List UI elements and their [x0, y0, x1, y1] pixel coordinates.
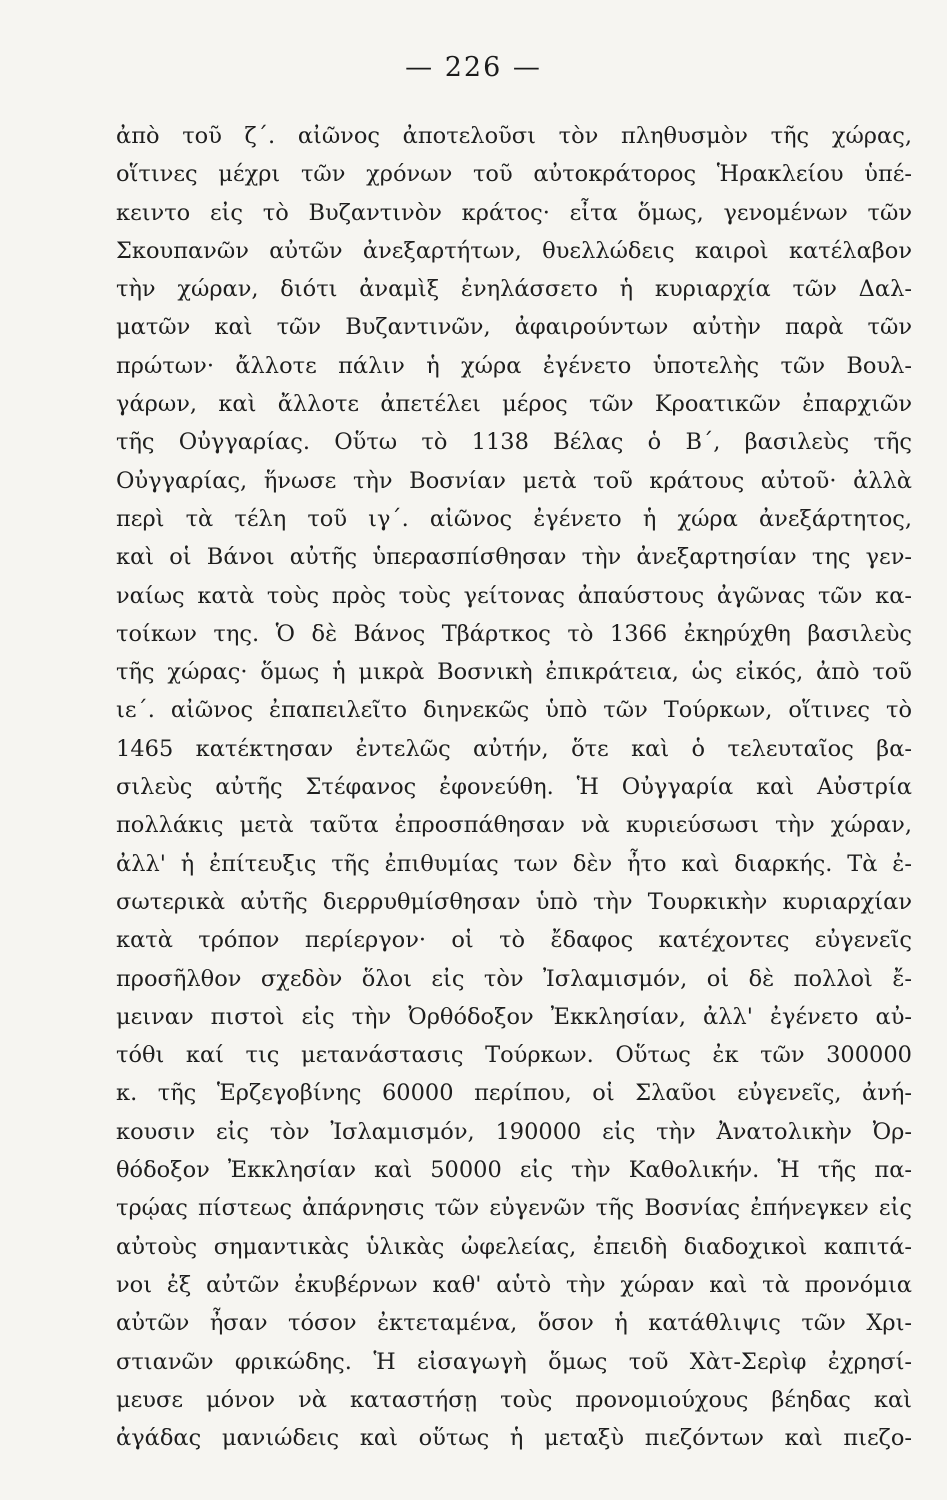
text-line-5: τὴν χώραν, διότι ἀναμὶξ ἐνηλάσσετο ἡ κυριαρχία τῶν Δαλ- [116, 276, 912, 303]
text-line-29: τρῴας πίστεως ἀπάρνησις τῶν εὐγενῶν τῆς Βοσνίας ἐπήνεγκεν εἰς [116, 1195, 912, 1222]
text-line-1: ἀπὸ τοῦ ζ΄. αἰῶνος ἀποτελοῦσι τὸν πληθυσμὸν τῆς χώρας, [116, 123, 912, 149]
text-line-18: σιλεὺς αὐτῆς Στέφανος ἐφονεύθη. Ἡ Οὐγγαρία καὶ Αὐστρία [116, 774, 912, 801]
text-line-8: γάρων, καὶ ἄλλοτε ἀπετέλει μέρος τῶν Κροατικῶν ἐπαρχιῶν [116, 391, 912, 418]
body-text [116, 117, 912, 1457]
text-line-14: τοίκων της. Ὁ δὲ Βάνος Τβάρτκος τὸ 1366 ἐκηρύχθη βασιλεὺς [116, 620, 912, 647]
text-line-30: αὐτοὺς σημαντικὰς ὑλικὰς ὠφελείας, ἐπειδὴ διαδοχικοὶ καπιτά- [116, 1233, 912, 1260]
text-line-12: καὶ οἱ Βάνοι αὐτῆς ὑπερασπίσθησαν τὴν ἀνεξαρτησίαν της γεν- [116, 544, 912, 571]
text-line-15: τῆς χώρας· ὅμως ἡ μικρὰ Βοσνικὴ ἐπικράτεια, ὡς εἰκός, ἀπὸ τοῦ [116, 659, 912, 686]
text-line-17: 1465 κατέκτησαν ἐντελῶς αὐτήν, ὅτε καὶ ὁ τελευταῖος βα- [116, 735, 912, 762]
text-line-28: θόδοξον Ἐκκλησίαν καὶ 50000 εἰς τὴν Καθολικήν. Ἡ τῆς πα- [116, 1157, 912, 1184]
text-line-2: οἵτινες μέχρι τῶν χρόνων τοῦ αὐτοκράτορος Ἡρακλείου ὑπέ- [116, 161, 912, 188]
text-line-27: κουσιν εἰς τὸν Ἰσλαμισμόν, 190000 εἰς τὴν Ἀνατολικὴν Ὀρ- [116, 1118, 912, 1145]
text-line-6: ματῶν καὶ τῶν Βυζαντινῶν, ἀφαιρούντων αὐτὴν παρὰ τῶν [116, 314, 912, 341]
text-line-26: κ. τῆς Ἑρζεγοβίνης 60000 περίπου, οἱ Σλαῦοι εὐγενεῖς, ἀνή- [116, 1080, 912, 1107]
text-line-16: ιε΄. αἰῶνος ἐπαπειλεῖτο διηνεκῶς ὑπὸ τῶν Τούρκων, οἵτινες τὸ [116, 697, 912, 724]
text-line-31: νοι ἐξ αὐτῶν ἐκυβέρνων καθ' αὑτὸ τὴν χώραν καὶ τὰ προνόμια [116, 1271, 912, 1298]
text-line-3: κειντο εἰς τὸ Βυζαντινὸν κράτος· εἶτα ὅμως, γενομένων τῶν [116, 199, 912, 226]
text-line-13: ναίως κατὰ τοὺς πρὸς τοὺς γείτονας ἀπαύστους ἀγῶνας τῶν κα- [116, 582, 912, 609]
text-line-11: περὶ τὰ τέλη τοῦ ιγ΄. αἰῶνος ἐγένετο ἡ χώρα ἀνεξάρτητος, [116, 505, 912, 532]
text-line-19: πολλάκις μετὰ ταῦτα ἐπροσπάθησαν νὰ κυριεύσωσι τὴν χώραν, [116, 812, 912, 839]
text-line-7: πρώτων· ἄλλοτε πάλιν ἡ χώρα ἐγένετο ὑποτελὴς τῶν Βουλ- [116, 352, 912, 379]
text-line-24: μειναν πιστοὶ εἰς τὴν Ὀρθόδοξον Ἐκκλησίαν, ἀλλ' ἐγένετο αὐ- [116, 1003, 912, 1030]
text-line-25: τόθι καί τις μετανάστασις Τούρκων. Οὕτως ἐκ τῶν 300000 [116, 1042, 912, 1069]
text-line-20: ἀλλ' ἡ ἐπίτευξις τῆς ἐπιθυμίας των δὲν ἦτο καὶ διαρκής. Τὰ ἐ- [116, 850, 912, 877]
text-line-9: τῆς Οὐγγαρίας. Οὕτω τὸ 1138 Βέλας ὁ Β΄, βασιλεὺς τῆς [116, 429, 912, 456]
text-line-32: αὐτῶν ἦσαν τόσον ἐκτεταμένα, ὅσον ἡ κατάθλιψις τῶν Χρι- [116, 1310, 912, 1337]
text-line-10: Οὐγγαρίας, ἥνωσε τὴν Βοσνίαν μετὰ τοῦ κράτους αὐτοῦ· ἀλλὰ [116, 467, 912, 494]
text-line-35: ἀγάδας μανιώδεις καὶ οὕτως ἡ μεταξὺ πιεζόντων καὶ πιεζο- [116, 1425, 912, 1452]
text-line-22: κατὰ τρόπον περίεργον· οἱ τὸ ἔδαφος κατέχοντες εὐγενεῖς [116, 927, 912, 954]
page-number: — 226 — [405, 52, 542, 83]
text-line-4: Σκουπανῶν αὐτῶν ἀνεξαρτήτων, θυελλώδεις καιροὶ κατέλαβον [116, 237, 912, 264]
text-line-34: μευσε μόνον νὰ καταστήσῃ τοὺς προνομιούχους βέηδας καὶ [116, 1386, 912, 1413]
text-line-23: προσῆλθον σχεδὸν ὅλοι εἰς τὸν Ἰσλαμισμόν, οἱ δὲ πολλοὶ ἔ- [116, 965, 912, 992]
text-line-33: στιανῶν φρικώδης. Ἡ εἰσαγωγὴ ὅμως τοῦ Χὰτ-Σερὶφ ἐχρησί- [116, 1348, 912, 1375]
text-line-21: σωτερικὰ αὐτῆς διερρυθμίσθησαν ὑπὸ τὴν Τουρκικὴν κυριαρχίαν [116, 888, 912, 915]
